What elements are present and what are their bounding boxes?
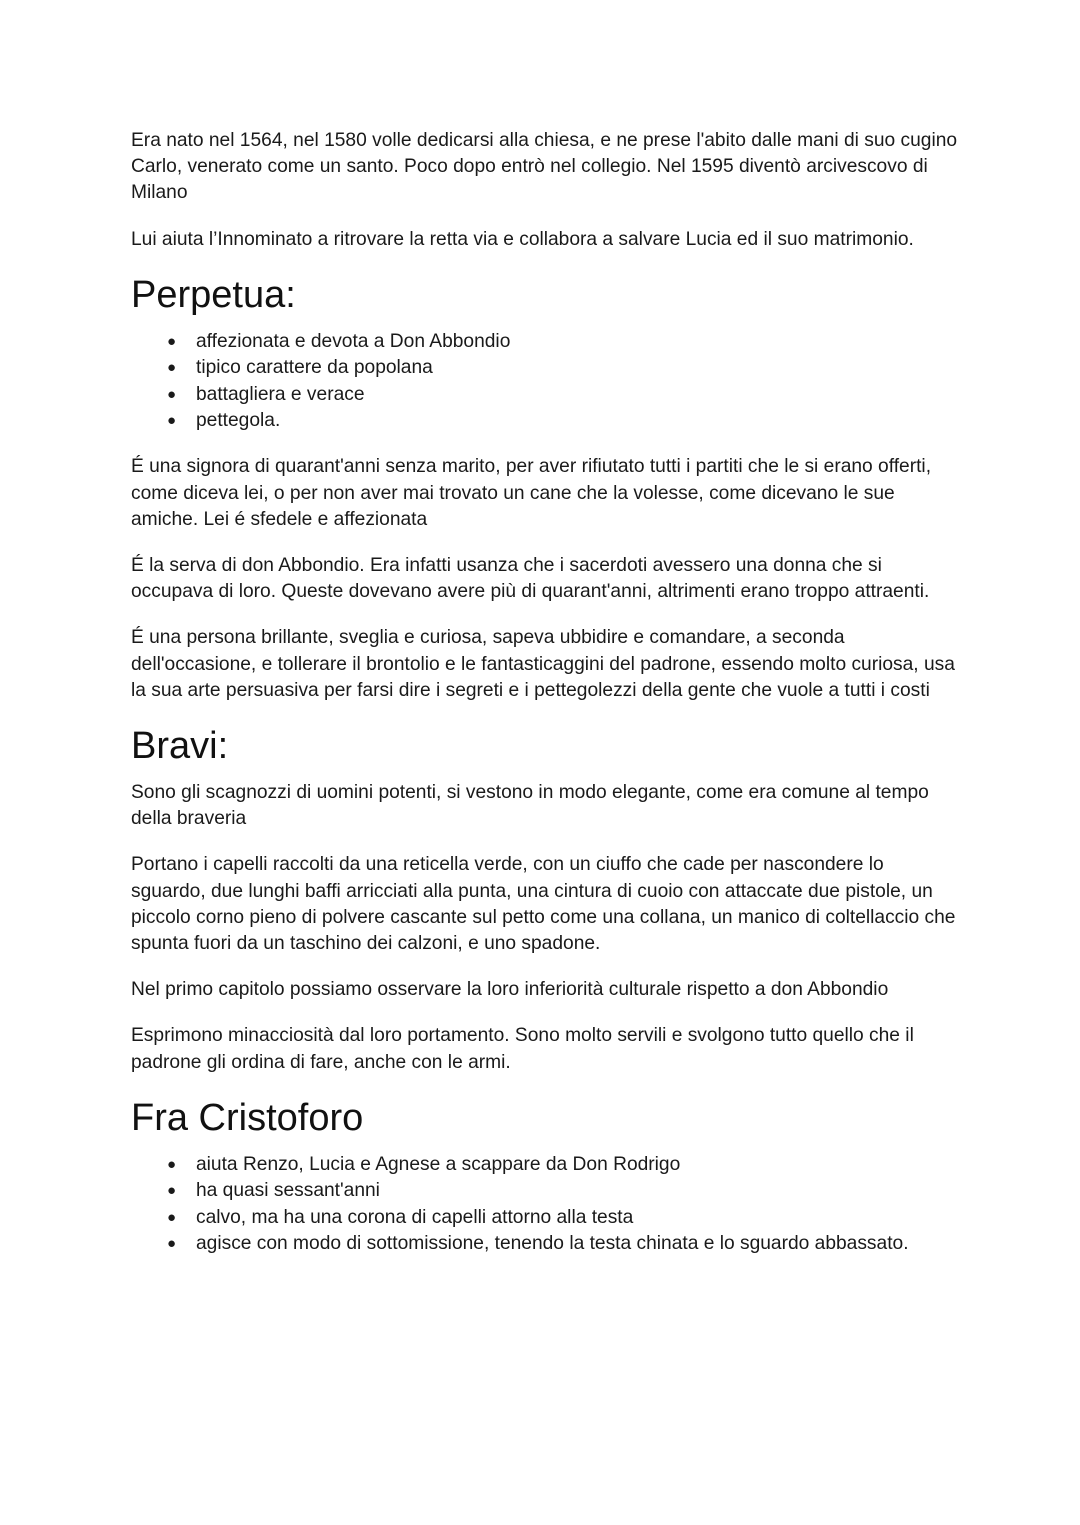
bullet-icon: ●: [167, 359, 177, 377]
list-item-text: agisce con modo di sottomissione, tenendo la testa chinata e lo sguardo abbassato.: [196, 1233, 909, 1255]
list-item: [131, 355, 961, 381]
list-item-text: affezionata e devota a Don Abbondio: [196, 330, 511, 352]
bullet-icon: ●: [167, 1235, 177, 1253]
perpetua-paragraph-1: É una signora di quarant'anni senza marito, per aver rifiutato tutti i partiti che le si erano offerti, come diceva lei, o per non aver mai trovato un cane che la volesse, come dicevano le sue amiche. Lei é sfedele e affezionata: [131, 456, 932, 530]
bullet-icon: ●: [167, 1182, 177, 1200]
list-item-text: ha quasi sessant'anni: [196, 1180, 380, 1202]
bullet-icon: ●: [167, 385, 177, 403]
list-item-text: aiuta Renzo, Lucia e Agnese a scappare da Don Rodrigo: [196, 1153, 681, 1175]
bravi-paragraph-2: Portano i capelli raccolti da una reticella verde, con un ciuffo che cade per nascondere lo sguardo, due lunghi baffi arricciati alla punta, una cintura di cuoio con attaccate due pistole, un piccolo corno pieno di polvere cascante sul petto come una collana, un manico di coltellaccio che spunta fuori da un taschino dei calzoni, e uno spadone.: [131, 854, 956, 955]
perpetua-paragraph-3: É una persona brillante, sveglia e curiosa, sapeva ubbidire e comandare, a seconda dell'occasione, e tollerare il brontolio e le fantasticaggini del padrone, essendo molto curiosa, usa la sua arte persuasiva per farsi dire i segreti e i pettegolezzi della gente che vuole a tutti i costi: [131, 627, 955, 701]
bravi-paragraph-3: Nel primo capitolo possiamo osservare la loro inferiorità culturale rispetto a don Abbondio: [131, 979, 889, 1001]
bullet-icon: ●: [167, 412, 177, 430]
list-item: [131, 1178, 961, 1204]
list-item-text: battagliera e verace: [196, 383, 365, 405]
list-item-text: calvo, ma ha una corona di capelli attorno alla testa: [196, 1206, 634, 1228]
intro-paragraph-1: Era nato nel 1564, nel 1580 volle dedicarsi alla chiesa, e ne prese l'abito dalle mani di suo cugino Carlo, venerato come un santo. Poco dopo entrò nel collegio. Nel 1595 diventò arcivescovo di Milano: [131, 130, 958, 204]
list-item-text: pettegola.: [196, 410, 281, 432]
list-item: [131, 1231, 961, 1257]
bullet-icon: ●: [167, 1208, 177, 1226]
fra-cristoforo-bullet-list: [131, 1152, 961, 1258]
list-item-text: tipico carattere da popolana: [196, 357, 433, 379]
bravi-paragraph-4: Esprimono minacciosità dal loro portamento. Sono molto servili e svolgono tutto quello che il padrone gli ordina di fare, anche con le armi.: [131, 1025, 914, 1073]
perpetua-bullet-list: [131, 329, 961, 435]
bravi-heading: Bravi:: [131, 725, 229, 768]
fra-cristoforo-heading: Fra Cristoforo: [131, 1096, 364, 1139]
intro-paragraph-2: Lui aiuta l’Innominato a ritrovare la retta via e collabora a salvare Lucia ed il suo matrimonio.: [131, 228, 914, 250]
list-item: [131, 382, 961, 408]
list-item: [131, 329, 961, 355]
list-item: [131, 1205, 961, 1231]
perpetua-paragraph-2: É la serva di don Abbondio. Era infatti usanza che i sacerdoti avessero una donna che si occupava di loro. Queste dovevano avere più di quarant'anni, altrimenti erano troppo attraenti.: [131, 555, 930, 603]
bravi-paragraph-1: Sono gli scagnozzi di uomini potenti, si vestono in modo elegante, come era comune al tempo della braveria: [131, 782, 929, 830]
bullet-icon: ●: [167, 332, 177, 350]
list-item: [131, 408, 961, 434]
perpetua-heading: Perpetua:: [131, 273, 296, 316]
bullet-icon: ●: [167, 1155, 177, 1173]
document-page: [131, 128, 961, 1278]
list-item: [131, 1152, 961, 1178]
